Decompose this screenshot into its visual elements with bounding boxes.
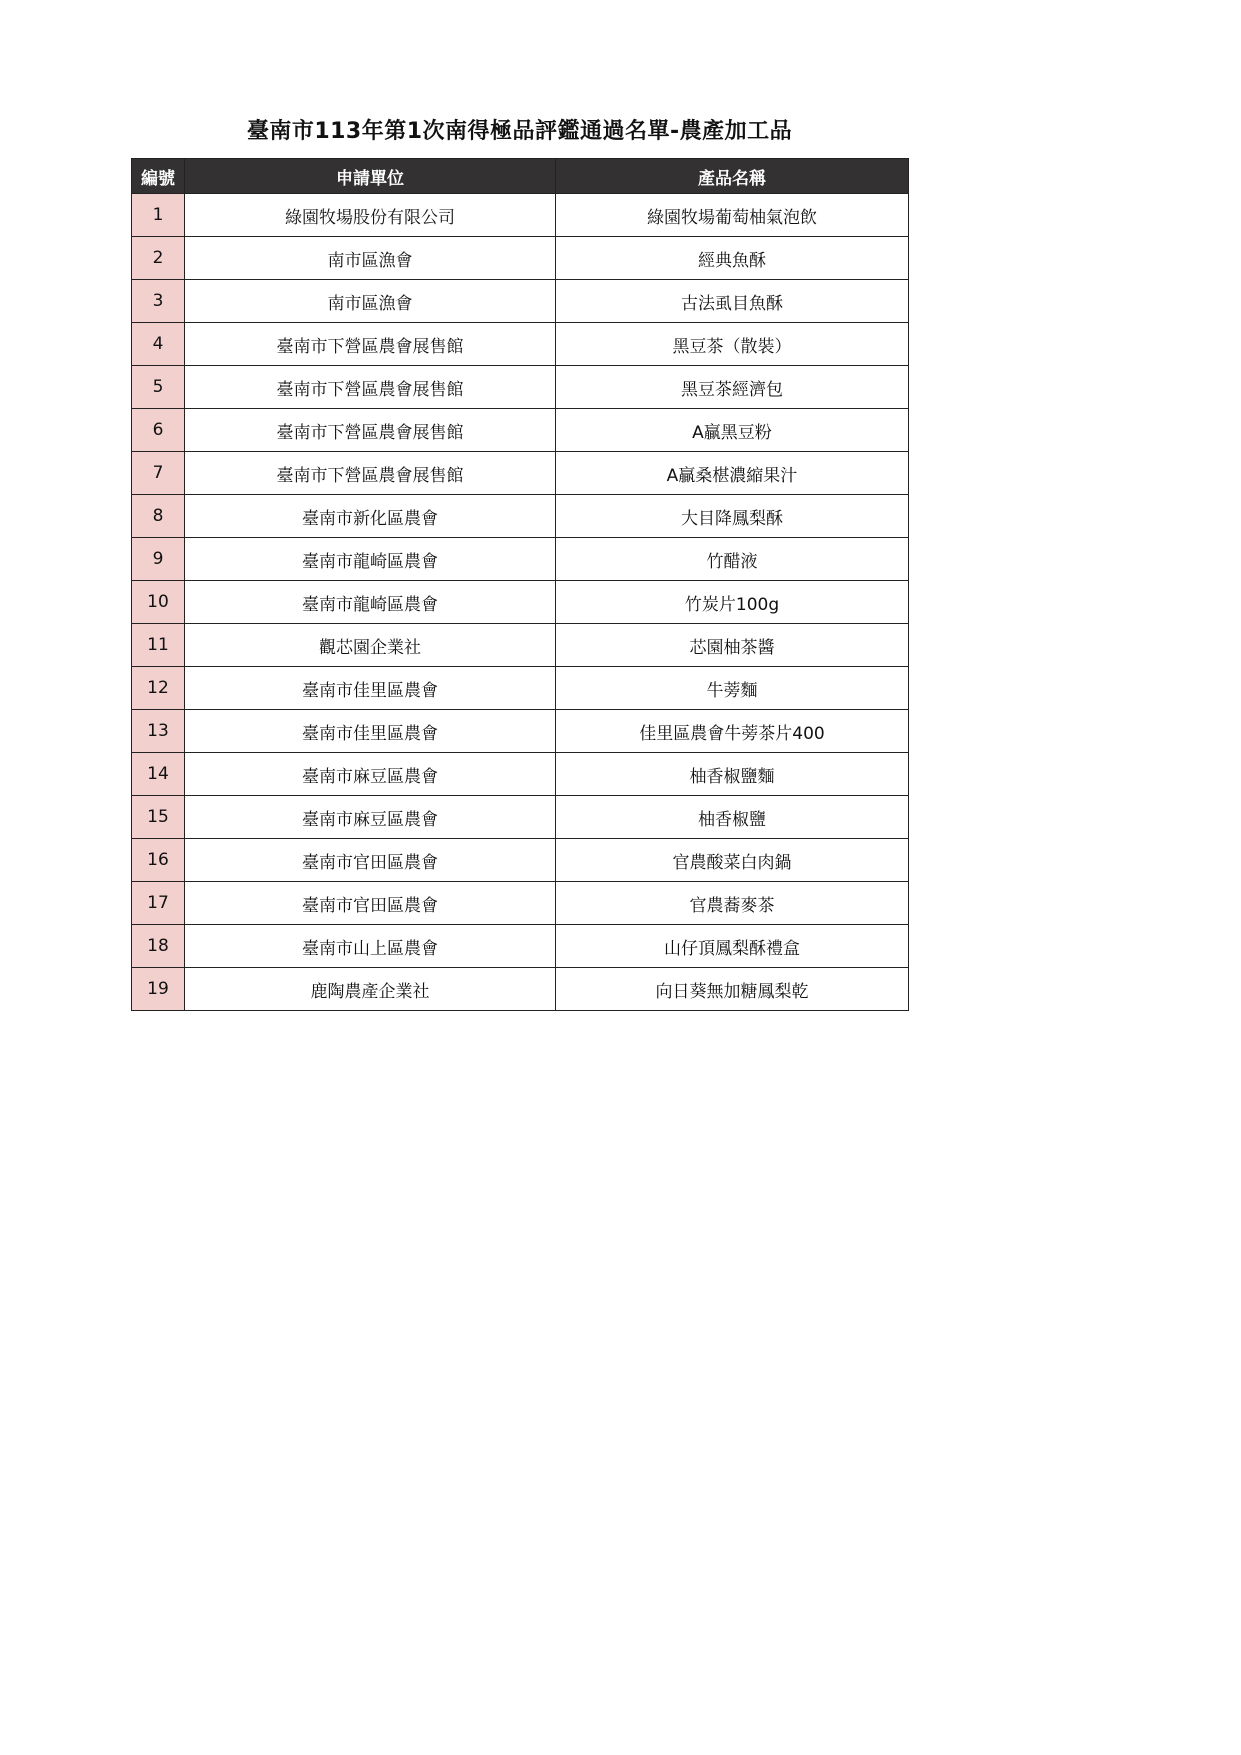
table-row	[132, 409, 909, 452]
applicant-cell: 臺南市龍崎區農會	[185, 581, 556, 624]
table-row	[132, 839, 909, 882]
applicant-cell: 臺南市麻豆區農會	[185, 796, 556, 839]
product-name-cell: 向日葵無加糖鳳梨乾	[556, 968, 909, 1011]
product-name-cell: 牛蒡麵	[556, 667, 909, 710]
applicant-cell: 臺南市下營區農會展售館	[185, 452, 556, 495]
table-row	[132, 796, 909, 839]
row-number-cell: 2	[132, 237, 185, 280]
row-number-cell: 16	[132, 839, 185, 882]
table-row	[132, 882, 909, 925]
row-number-cell: 10	[132, 581, 185, 624]
table-row	[132, 968, 909, 1011]
table-row	[132, 323, 909, 366]
table-row	[132, 237, 909, 280]
row-number-cell: 1	[132, 194, 185, 237]
applicant-cell: 南市區漁會	[185, 237, 556, 280]
table-row	[132, 538, 909, 581]
product-name-cell: 芯園柚茶醬	[556, 624, 909, 667]
product-name-cell: 山仔頂鳳梨酥禮盒	[556, 925, 909, 968]
applicant-cell: 臺南市佳里區農會	[185, 667, 556, 710]
product-name-cell: 柚香椒鹽麵	[556, 753, 909, 796]
applicant-cell: 鹿陶農產企業社	[185, 968, 556, 1011]
product-name-cell: 經典魚酥	[556, 237, 909, 280]
table-row	[132, 366, 909, 409]
row-number-cell: 14	[132, 753, 185, 796]
product-name-cell: A贏黑豆粉	[556, 409, 909, 452]
header-number: 編號	[132, 159, 185, 194]
table-row	[132, 581, 909, 624]
document-title: 臺南市113年第1次南得極品評鑑通過名單-農產加工品	[246, 119, 793, 144]
table-header-row	[132, 159, 909, 194]
product-name-cell: A贏桑椹濃縮果汁	[556, 452, 909, 495]
product-name-cell: 佳里區農會牛蒡茶片400	[556, 710, 909, 753]
table-row	[132, 667, 909, 710]
applicant-cell: 綠園牧場股份有限公司	[185, 194, 556, 237]
product-name-cell: 官農酸菜白肉鍋	[556, 839, 909, 882]
applicant-cell: 觀芯園企業社	[185, 624, 556, 667]
applicant-cell: 臺南市下營區農會展售館	[185, 409, 556, 452]
row-number-cell: 6	[132, 409, 185, 452]
table-row	[132, 280, 909, 323]
row-number-cell: 4	[132, 323, 185, 366]
row-number-cell: 11	[132, 624, 185, 667]
applicant-cell: 臺南市官田區農會	[185, 839, 556, 882]
table-row	[132, 194, 909, 237]
product-name-cell: 大目降鳳梨酥	[556, 495, 909, 538]
header-product-name: 產品名稱	[556, 159, 909, 194]
row-number-cell: 8	[132, 495, 185, 538]
table-row	[132, 753, 909, 796]
applicant-cell: 臺南市龍崎區農會	[185, 538, 556, 581]
header-applicant: 申請單位	[185, 159, 556, 194]
table-body	[132, 194, 909, 1011]
applicant-cell: 臺南市下營區農會展售館	[185, 366, 556, 409]
applicant-cell: 臺南市佳里區農會	[185, 710, 556, 753]
product-name-cell: 竹炭片100g	[556, 581, 909, 624]
results-table	[131, 158, 909, 1011]
row-number-cell: 19	[132, 968, 185, 1011]
applicant-cell: 臺南市山上區農會	[185, 925, 556, 968]
product-name-cell: 黑豆茶經濟包	[556, 366, 909, 409]
row-number-cell: 15	[132, 796, 185, 839]
row-number-cell: 17	[132, 882, 185, 925]
table-row	[132, 710, 909, 753]
product-name-cell: 古法虱目魚酥	[556, 280, 909, 323]
product-name-cell: 官農蕎麥茶	[556, 882, 909, 925]
table-row	[132, 624, 909, 667]
row-number-cell: 12	[132, 667, 185, 710]
table-row	[132, 925, 909, 968]
product-name-cell: 綠園牧場葡萄柚氣泡飲	[556, 194, 909, 237]
row-number-cell: 9	[132, 538, 185, 581]
row-number-cell: 3	[132, 280, 185, 323]
product-name-cell: 柚香椒鹽	[556, 796, 909, 839]
row-number-cell: 18	[132, 925, 185, 968]
applicant-cell: 臺南市新化區農會	[185, 495, 556, 538]
row-number-cell: 13	[132, 710, 185, 753]
row-number-cell: 5	[132, 366, 185, 409]
row-number-cell: 7	[132, 452, 185, 495]
product-name-cell: 竹醋液	[556, 538, 909, 581]
applicant-cell: 臺南市下營區農會展售館	[185, 323, 556, 366]
table-row	[132, 452, 909, 495]
applicant-cell: 南市區漁會	[185, 280, 556, 323]
table-row	[132, 495, 909, 538]
applicant-cell: 臺南市麻豆區農會	[185, 753, 556, 796]
applicant-cell: 臺南市官田區農會	[185, 882, 556, 925]
product-name-cell: 黑豆茶（散裝）	[556, 323, 909, 366]
